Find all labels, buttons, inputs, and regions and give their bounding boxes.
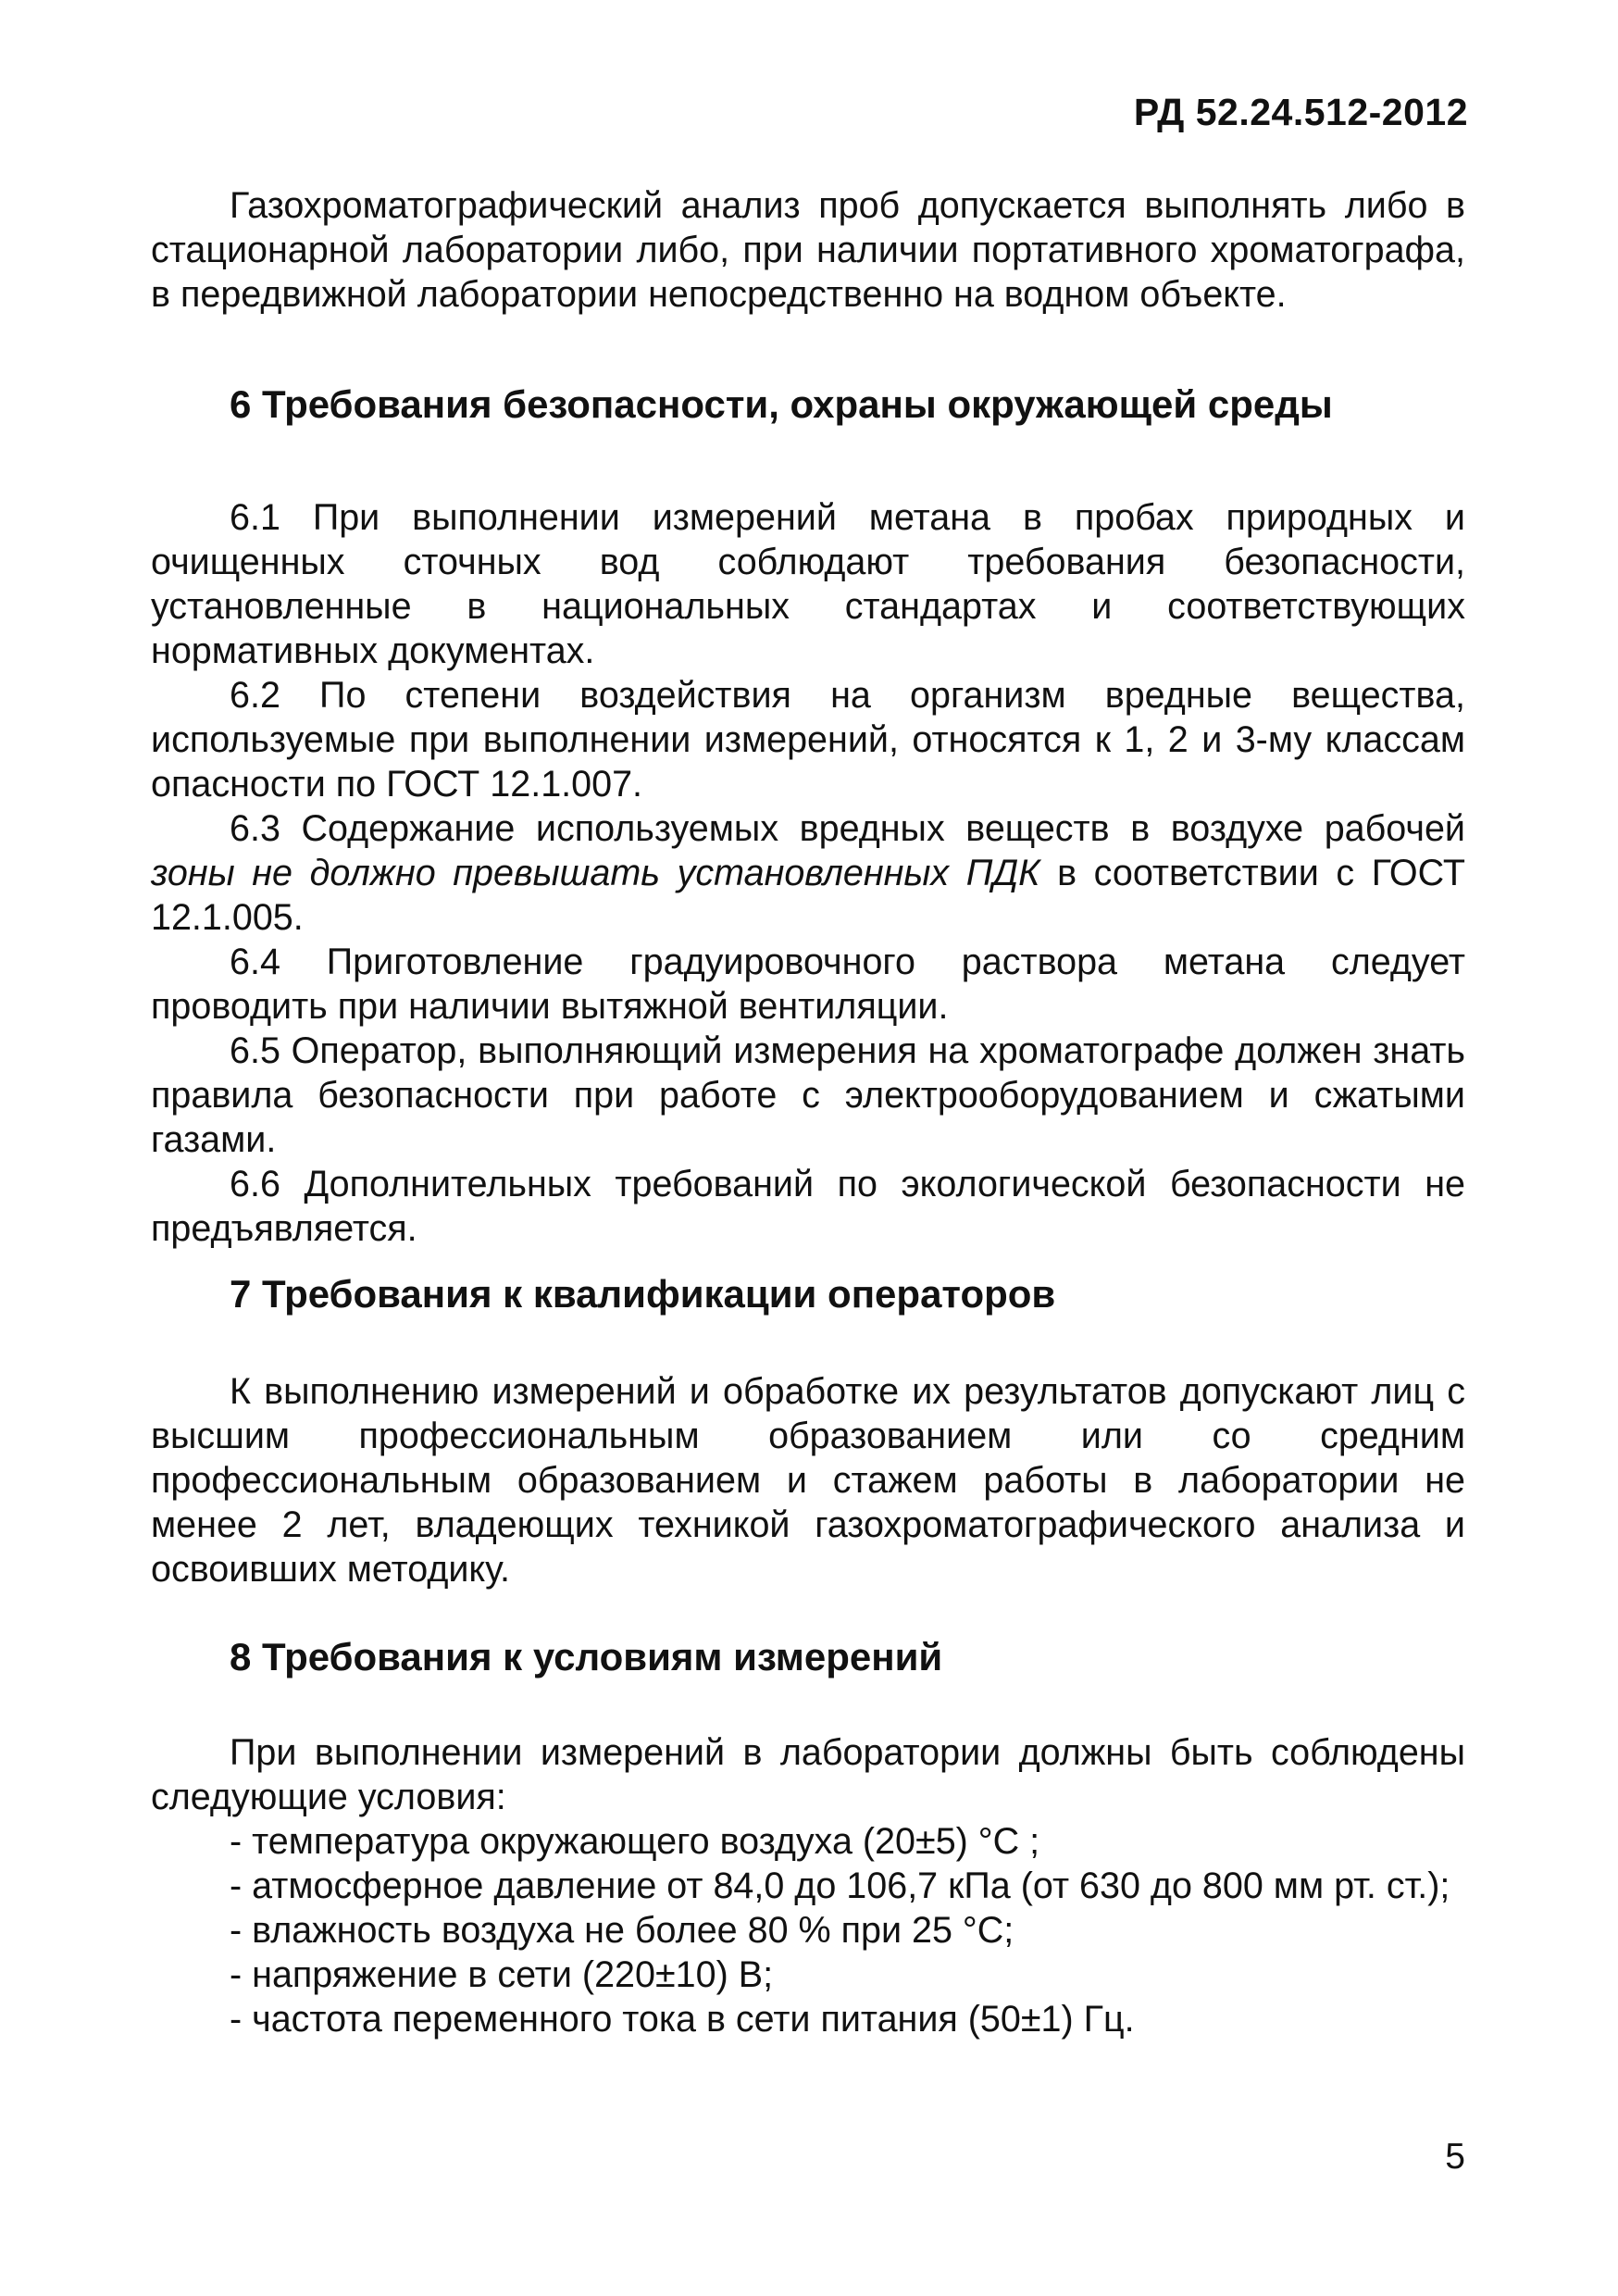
paragraph-6-2: 6.2 По степени воздействия на организм вредные вещества, используемые при выполнении измерений, относятся к 1, 2 и 3-му классам опасности по ГОСТ 12.1.007. <box>151 675 1465 805</box>
intro-block <box>151 183 1465 317</box>
condition-item: - атмосферное давление от 84,0 до 106,7 кПа (от 630 до 800 мм рт. ст.); <box>230 1866 1450 1906</box>
paragraph-6-3 <box>151 806 1465 940</box>
paragraph-6-3-italic: зоны не должно превышать установленных ПДК <box>151 853 1040 893</box>
paragraph-6-4: 6.4 Приготовление градуировочного раствора метана следует проводить при наличии вытяжной вентиляции. <box>151 942 1465 1027</box>
section-6-body <box>151 495 1465 1251</box>
paragraph-6-5: 6.5 Оператор, выполняющий измерения на хроматографе должен знать правила безопасности при работе с электрооборудованием и сжатыми газами. <box>151 1030 1465 1160</box>
condition-item: - частота переменного тока в сети питания (50±1) Гц. <box>230 1999 1135 2040</box>
section-7-heading-block <box>151 1271 1465 1317</box>
intro-paragraph: Газохроматографический анализ проб допускается выполнять либо в стационарной лаборатории либо, при наличии портативного хроматографа, в передвижной лаборатории непосредственно на водном объекте. <box>151 185 1465 315</box>
page-number: 5 <box>1445 2137 1465 2177</box>
paragraph-6-3-end: в соответствии с ГОСТ 12.1.005. <box>151 853 1465 938</box>
section-6-heading-block <box>151 381 1465 428</box>
section-6-heading: 6 Требования безопасности, охраны окружающей среды <box>230 382 1333 426</box>
paragraph-6-6: 6.6 Дополнительных требований по экологической безопасности не предъявляется. <box>151 1164 1465 1249</box>
section-8-heading: 8 Требования к условиям измерений <box>230 1635 943 1678</box>
paragraph-6-1: 6.1 При выполнении измерений метана в пробах природных и очищенных сточных вод соблюдают требования безопасности, установленные в национальных стандартах и соответствующих нормативных документах. <box>151 497 1465 671</box>
section-8-heading-block <box>151 1634 1465 1680</box>
condition-item: - влажность воздуха не более 80 % при 25 °С; <box>230 1910 1014 1951</box>
section-7-body <box>151 1369 1465 1591</box>
section-7-heading: 7 Требования к квалификации операторов <box>230 1272 1056 1316</box>
section-8-body <box>151 1730 1465 2041</box>
condition-item: - температура окружающего воздуха (20±5) °С ; <box>230 1821 1040 1862</box>
condition-item: - напряжение в сети (220±10) В; <box>230 1954 774 1995</box>
document-code: РД 52.24.512-2012 <box>1133 91 1468 133</box>
paragraph-8-intro: При выполнении измерений в лаборатории должны быть соблюдены следующие условия: <box>151 1732 1465 1817</box>
paragraph-7-1: К выполнению измерений и обработке их результатов допускают лиц с высшим профессиональным образованием или со средним профессиональным образованием и стажем работы в лаборатории не менее 2 лет, владеющих техникой газохроматографического анализа и освоивших методику. <box>151 1371 1465 1590</box>
paragraph-6-3-start: 6.3 Содержание используемых вредных веществ в воздухе рабочей <box>230 808 1465 849</box>
